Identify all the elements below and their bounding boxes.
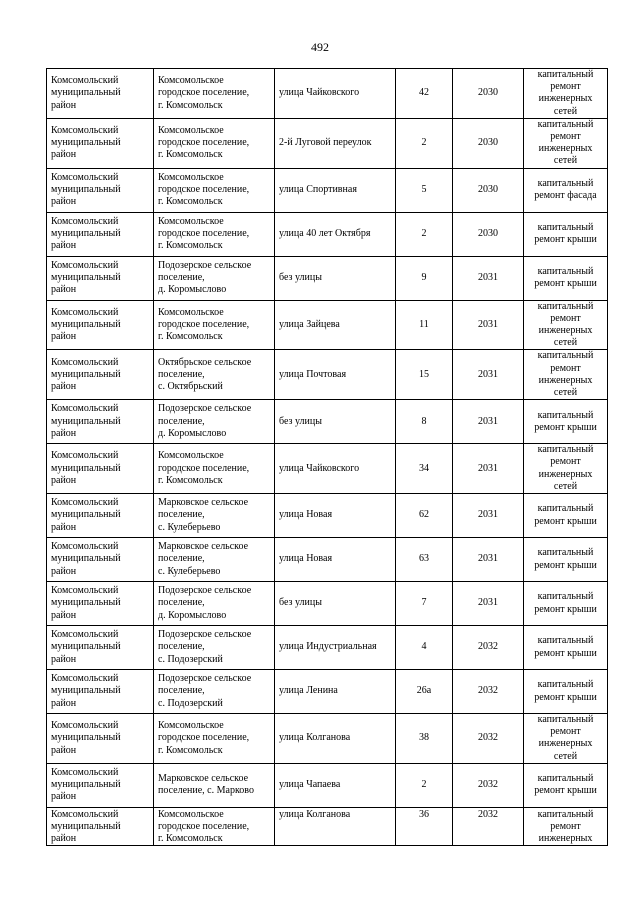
settlement-cell xyxy=(154,494,275,538)
district-cell xyxy=(47,444,154,494)
district-cell-text: Комсомольский муниципальный район xyxy=(51,306,121,343)
house-number-cell-text: 15 xyxy=(419,368,429,380)
table-row xyxy=(47,538,608,582)
table-row xyxy=(47,400,608,444)
settlement-cell xyxy=(154,168,275,212)
work-type-cell xyxy=(524,670,608,714)
settlement-cell xyxy=(154,444,275,494)
street-cell xyxy=(275,538,396,582)
street-cell xyxy=(275,350,396,400)
settlement-cell-text: Комсомольское городское поселение, г. Комсомольск xyxy=(158,124,250,161)
year-cell xyxy=(453,582,524,626)
year-cell-text: 2032 xyxy=(478,732,498,744)
street-cell xyxy=(275,626,396,670)
house-number-cell xyxy=(396,69,453,119)
house-number-cell-text: 62 xyxy=(419,509,429,521)
work-type-cell xyxy=(524,300,608,350)
settlement-cell xyxy=(154,118,275,168)
house-number-cell xyxy=(396,350,453,400)
district-cell-text: Комсомольский муниципальный район xyxy=(51,450,121,486)
street-cell-text: улица Чапаева xyxy=(279,779,341,791)
street-cell xyxy=(275,212,396,256)
table-row xyxy=(47,212,608,256)
year-cell xyxy=(453,494,524,538)
district-cell-text: Комсомольский муниципальный район xyxy=(51,497,121,533)
settlement-cell-text: Марковское сельское поселение, с. Кулеберьево xyxy=(158,541,249,577)
district-cell xyxy=(47,300,154,350)
work-type-cell xyxy=(524,626,608,670)
house-number-cell-text: 11 xyxy=(419,318,429,330)
year-cell xyxy=(453,763,524,807)
street-cell xyxy=(275,256,396,300)
settlement-cell xyxy=(154,670,275,714)
house-number-cell xyxy=(396,807,453,846)
district-cell xyxy=(47,538,154,582)
street-cell xyxy=(275,494,396,538)
work-type-cell xyxy=(524,256,608,300)
year-cell-text: 2031 xyxy=(478,553,498,565)
settlement-cell xyxy=(154,212,275,256)
work-type-cell-text: капитальный ремонт крыши xyxy=(534,635,597,659)
house-number-cell xyxy=(396,538,453,582)
house-number-cell xyxy=(396,300,453,350)
settlement-cell-text: Подозерское сельское поселение, с. Подозерский xyxy=(158,673,252,709)
settlement-cell-text: Октябрьское сельское поселение, с. Октябрьский xyxy=(158,356,252,392)
street-cell xyxy=(275,807,396,846)
house-number-cell-text: 8 xyxy=(421,415,427,427)
street-cell-text: улица Новая xyxy=(279,553,333,565)
settlement-cell xyxy=(154,69,275,119)
table-row xyxy=(47,69,608,119)
settlement-cell-text: Комсомольское городское поселение, г. Комсомольск xyxy=(158,306,250,343)
house-number-cell-text: 63 xyxy=(419,553,429,565)
year-cell-text: 2030 xyxy=(478,184,498,196)
work-type-cell-text: капитальный ремонт инженерных сетей xyxy=(537,714,594,762)
year-cell xyxy=(453,807,524,846)
table-row xyxy=(47,807,608,846)
street-cell xyxy=(275,300,396,350)
settlement-cell xyxy=(154,256,275,300)
year-cell-text: 2031 xyxy=(478,318,498,330)
year-cell xyxy=(453,444,524,494)
district-cell-text: Комсомольский муниципальный район xyxy=(51,767,121,803)
settlement-cell-text: Комсомольское городское поселение, г. Комсомольск xyxy=(158,808,250,845)
work-type-cell xyxy=(524,494,608,538)
table-row xyxy=(47,300,608,350)
table-row xyxy=(47,444,608,494)
work-type-cell-text: капитальный ремонт крыши xyxy=(534,503,597,527)
settlement-cell-text: Марковское сельское поселение, с. Кулеберьево xyxy=(158,497,249,533)
settlement-cell-text: Подозерское сельское поселение, д. Коромыслово xyxy=(158,403,252,439)
street-cell-text: улица Индустриальная xyxy=(279,641,377,653)
table-row xyxy=(47,350,608,400)
settlement-cell-text: Подозерское сельское поселение, с. Подозерский xyxy=(158,629,252,665)
house-number-cell xyxy=(396,670,453,714)
settlement-cell-text: Марковское сельское поселение, с. Марково xyxy=(158,773,254,797)
table-row xyxy=(47,714,608,764)
district-cell-text: Комсомольский муниципальный район xyxy=(51,585,121,621)
work-type-cell-text: капитальный ремонт инженерных сетей xyxy=(537,69,594,117)
house-number-cell-text: 42 xyxy=(419,87,429,99)
work-type-cell-text: капитальный ремонт крыши xyxy=(534,773,597,797)
house-number-cell xyxy=(396,494,453,538)
house-number-cell xyxy=(396,256,453,300)
street-cell xyxy=(275,118,396,168)
year-cell xyxy=(453,212,524,256)
street-cell-text: улица Зайцева xyxy=(279,318,340,330)
street-cell-text: улица Чайковского xyxy=(279,87,360,99)
street-cell xyxy=(275,714,396,764)
house-number-cell xyxy=(396,212,453,256)
table-row xyxy=(47,168,608,212)
year-cell xyxy=(453,300,524,350)
house-number-cell-text: 36 xyxy=(419,808,429,820)
district-cell-text: Комсомольский муниципальный район xyxy=(51,171,121,208)
year-cell-text: 2032 xyxy=(478,641,498,653)
year-cell-text: 2032 xyxy=(478,779,498,791)
year-cell xyxy=(453,400,524,444)
district-cell xyxy=(47,626,154,670)
year-cell-text: 2032 xyxy=(478,685,498,697)
work-type-cell-text: капитальный ремонт крыши xyxy=(534,591,597,615)
house-number-cell xyxy=(396,444,453,494)
district-cell xyxy=(47,118,154,168)
work-type-cell xyxy=(524,582,608,626)
year-cell xyxy=(453,714,524,764)
work-type-cell-text: капитальный ремонт крыши xyxy=(534,221,597,246)
street-cell-text: 2-й Луговой переулок xyxy=(279,137,372,149)
work-type-cell xyxy=(524,168,608,212)
district-cell-text: Комсомольский муниципальный район xyxy=(51,356,121,392)
table-row xyxy=(47,494,608,538)
street-cell-text: улица Почтовая xyxy=(279,368,347,380)
street-cell-text: улица Ленина xyxy=(279,685,338,697)
district-cell xyxy=(47,256,154,300)
settlement-cell xyxy=(154,300,275,350)
street-cell xyxy=(275,69,396,119)
district-cell xyxy=(47,582,154,626)
work-type-cell-text: капитальный ремонт инженерных xyxy=(537,808,594,845)
settlement-cell-text: Комсомольское городское поселение, г. Комсомольск xyxy=(158,171,250,208)
street-cell-text: улица Спортивная xyxy=(279,184,357,196)
settlement-cell xyxy=(154,400,275,444)
settlement-cell xyxy=(154,626,275,670)
district-cell-text: Комсомольский муниципальный район xyxy=(51,673,121,709)
street-cell-text: улица Новая xyxy=(279,509,333,521)
year-cell xyxy=(453,670,524,714)
housing-repair-table xyxy=(46,68,608,846)
work-type-cell-text: капитальный ремонт инженерных сетей xyxy=(537,300,594,349)
year-cell-text: 2031 xyxy=(478,272,498,284)
district-cell xyxy=(47,763,154,807)
street-cell xyxy=(275,400,396,444)
table-row xyxy=(47,670,608,714)
year-cell xyxy=(453,538,524,582)
house-number-cell xyxy=(396,626,453,670)
settlement-cell-text: Комсомольское городское поселение, г. Комсомольск xyxy=(158,450,250,486)
house-number-cell xyxy=(396,168,453,212)
settlement-cell xyxy=(154,763,275,807)
house-number-cell xyxy=(396,400,453,444)
settlement-cell xyxy=(154,582,275,626)
street-cell xyxy=(275,444,396,494)
work-type-cell xyxy=(524,444,608,494)
district-cell-text: Комсомольский муниципальный район xyxy=(51,215,121,252)
work-type-cell xyxy=(524,538,608,582)
year-cell xyxy=(453,69,524,119)
street-cell xyxy=(275,670,396,714)
page-number: 492 xyxy=(311,40,329,54)
district-cell-text: Комсомольский муниципальный район xyxy=(51,403,121,439)
table-row xyxy=(47,256,608,300)
year-cell-text: 2031 xyxy=(478,368,498,380)
work-type-cell-text: капитальный ремонт инженерных сетей xyxy=(537,118,594,167)
house-number-cell-text: 26а xyxy=(416,685,432,697)
house-number-cell xyxy=(396,118,453,168)
work-type-cell-text: капитальный ремонт инженерных сетей xyxy=(537,444,594,492)
street-cell-text: улица Колганова xyxy=(279,808,351,820)
street-cell xyxy=(275,582,396,626)
street-cell xyxy=(275,168,396,212)
street-cell-text: улица Чайковского xyxy=(279,462,360,474)
year-cell-text: 2031 xyxy=(478,597,498,609)
street-cell-text: без улицы xyxy=(279,272,322,284)
street-cell xyxy=(275,763,396,807)
work-type-cell-text: капитальный ремонт фасада xyxy=(534,177,597,202)
year-cell xyxy=(453,118,524,168)
district-cell xyxy=(47,400,154,444)
street-cell-text: без улицы xyxy=(279,597,322,609)
district-cell xyxy=(47,670,154,714)
street-cell-text: без улицы xyxy=(279,415,322,427)
year-cell-text: 2031 xyxy=(478,509,498,521)
house-number-cell xyxy=(396,714,453,764)
year-cell-text: 2030 xyxy=(478,228,498,240)
district-cell xyxy=(47,350,154,400)
street-cell-text: улица Колганова xyxy=(279,732,351,744)
work-type-cell-text: капитальный ремонт крыши xyxy=(534,547,597,571)
district-cell-text: Комсомольский муниципальный район xyxy=(51,541,121,577)
work-type-cell xyxy=(524,118,608,168)
district-cell-text: Комсомольский муниципальный район xyxy=(51,808,121,845)
settlement-cell xyxy=(154,714,275,764)
work-type-cell-text: капитальный ремонт инженерных сетей xyxy=(537,350,594,399)
district-cell xyxy=(47,494,154,538)
year-cell xyxy=(453,168,524,212)
house-number-cell-text: 2 xyxy=(421,228,427,240)
district-cell-text: Комсомольский муниципальный район xyxy=(51,259,121,296)
work-type-cell-text: капитальный ремонт крыши xyxy=(534,265,597,290)
settlement-cell xyxy=(154,538,275,582)
work-type-cell xyxy=(524,350,608,400)
year-cell xyxy=(453,350,524,400)
table-body xyxy=(47,69,608,846)
settlement-cell-text: Подозерское сельское поселение, д. Коромыслово xyxy=(158,259,252,296)
settlement-cell-text: Комсомольское городское поселение, г. Комсомольск xyxy=(158,720,250,756)
work-type-cell xyxy=(524,400,608,444)
settlement-cell xyxy=(154,807,275,846)
house-number-cell-text: 2 xyxy=(421,779,427,791)
work-type-cell-text: капитальный ремонт крыши xyxy=(534,409,597,433)
settlement-cell-text: Комсомольское городское поселение, г. Комсомольск xyxy=(158,75,250,111)
district-cell-text: Комсомольский муниципальный район xyxy=(51,720,121,756)
street-cell-text: улица 40 лет Октября xyxy=(279,228,371,240)
year-cell-text: 2031 xyxy=(478,462,498,474)
house-number-cell-text: 9 xyxy=(421,272,427,284)
house-number-cell-text: 7 xyxy=(421,597,427,609)
table-row xyxy=(47,626,608,670)
table-row xyxy=(47,118,608,168)
house-number-cell-text: 4 xyxy=(421,641,427,653)
district-cell xyxy=(47,807,154,846)
work-type-cell-text: капитальный ремонт крыши xyxy=(534,679,597,703)
district-cell-text: Комсомольский муниципальный район xyxy=(51,124,121,161)
district-cell xyxy=(47,714,154,764)
year-cell-text: 2032 xyxy=(478,808,498,820)
settlement-cell xyxy=(154,350,275,400)
house-number-cell-text: 5 xyxy=(421,184,427,196)
house-number-cell xyxy=(396,763,453,807)
district-cell xyxy=(47,212,154,256)
district-cell xyxy=(47,168,154,212)
house-number-cell-text: 34 xyxy=(419,462,429,474)
work-type-cell xyxy=(524,714,608,764)
district-cell xyxy=(47,69,154,119)
work-type-cell xyxy=(524,69,608,119)
year-cell-text: 2030 xyxy=(478,137,498,149)
work-type-cell xyxy=(524,807,608,846)
house-number-cell-text: 2 xyxy=(421,137,427,149)
district-cell-text: Комсомольский муниципальный район xyxy=(51,75,121,111)
house-number-cell-text: 38 xyxy=(419,732,429,744)
district-cell-text: Комсомольский муниципальный район xyxy=(51,629,121,665)
year-cell-text: 2030 xyxy=(478,87,498,99)
house-number-cell xyxy=(396,582,453,626)
table-row xyxy=(47,763,608,807)
work-type-cell xyxy=(524,212,608,256)
work-type-cell xyxy=(524,763,608,807)
year-cell xyxy=(453,626,524,670)
table-row xyxy=(47,582,608,626)
year-cell-text: 2031 xyxy=(478,415,498,427)
settlement-cell-text: Комсомольское городское поселение, г. Комсомольск xyxy=(158,215,250,252)
year-cell xyxy=(453,256,524,300)
settlement-cell-text: Подозерское сельское поселение, д. Коромыслово xyxy=(158,585,252,621)
